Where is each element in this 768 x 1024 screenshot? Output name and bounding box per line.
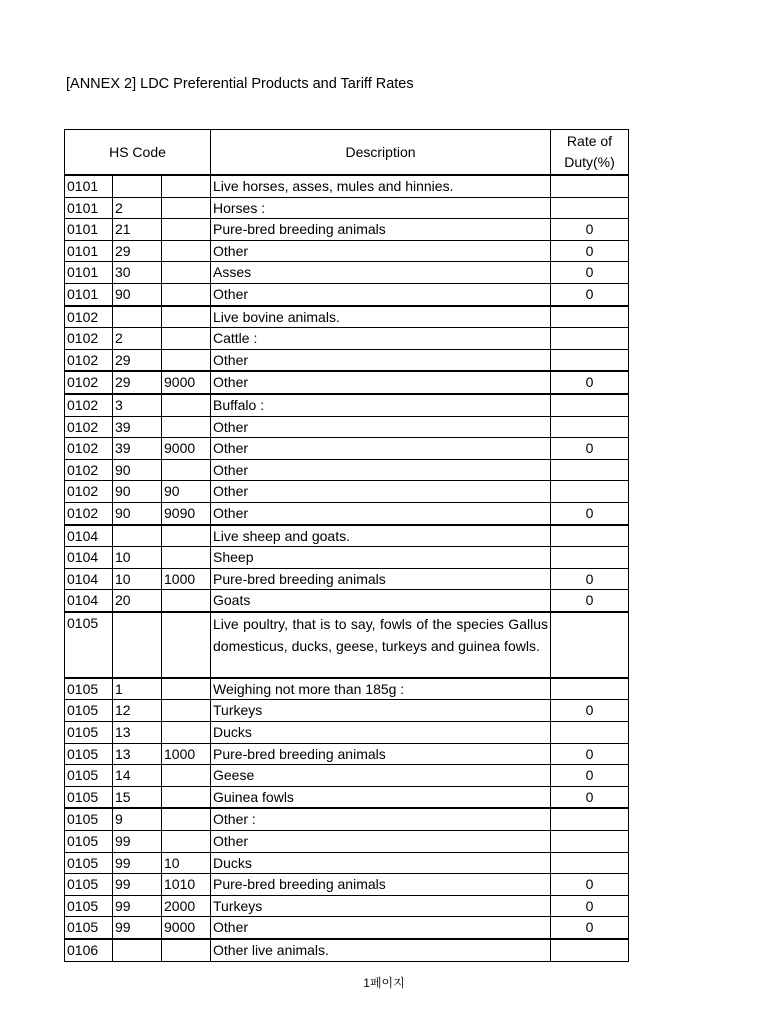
- hs-heading-cell: 0105: [65, 808, 113, 830]
- hs-heading-cell: 0102: [65, 502, 113, 524]
- table-row: [65, 765, 629, 787]
- table-row: [65, 459, 629, 481]
- hs-extension-cell: 2000: [162, 895, 211, 917]
- hs-heading-cell: 0101: [65, 197, 113, 219]
- description-cell: Live poultry, that is to say, fowls of the species Gallus domesticus, ducks, geese, turkeys and guinea fowls.: [211, 612, 551, 678]
- hs-heading-cell: 0106: [65, 939, 113, 961]
- hs-heading-cell: 0101: [65, 219, 113, 241]
- rate-cell: [551, 808, 629, 830]
- table-row: [65, 262, 629, 284]
- rate-cell: [551, 306, 629, 328]
- header-hs-code: HS Code: [65, 130, 211, 176]
- description-cell: Other: [211, 416, 551, 438]
- hs-extension-cell: 9090: [162, 502, 211, 524]
- table-row: [65, 502, 629, 524]
- table-row: [65, 568, 629, 590]
- hs-subheading-cell: [113, 939, 162, 961]
- hs-heading-cell: 0102: [65, 438, 113, 460]
- hs-subheading-cell: 29: [113, 349, 162, 371]
- hs-subheading-cell: 90: [113, 283, 162, 305]
- table-row: [65, 547, 629, 569]
- hs-heading-cell: 0102: [65, 481, 113, 503]
- hs-heading-cell: 0102: [65, 306, 113, 328]
- hs-heading-cell: 0101: [65, 283, 113, 305]
- hs-subheading-cell: [113, 612, 162, 678]
- hs-extension-cell: 9000: [162, 438, 211, 460]
- hs-extension-cell: [162, 219, 211, 241]
- table-row: [65, 349, 629, 371]
- hs-extension-cell: [162, 831, 211, 853]
- rate-cell: [551, 831, 629, 853]
- hs-heading-cell: 0105: [65, 722, 113, 744]
- rate-cell: [551, 547, 629, 569]
- hs-heading-cell: 0104: [65, 547, 113, 569]
- hs-extension-cell: [162, 197, 211, 219]
- table-row: [65, 917, 629, 939]
- description-cell: Ducks: [211, 852, 551, 874]
- table-row: [65, 197, 629, 219]
- hs-subheading-cell: [113, 525, 162, 547]
- hs-subheading-cell: 2: [113, 328, 162, 350]
- rate-cell: [551, 328, 629, 350]
- table-row: [65, 438, 629, 460]
- hs-subheading-cell: 39: [113, 438, 162, 460]
- hs-subheading-cell: [113, 306, 162, 328]
- hs-subheading-cell: 13: [113, 743, 162, 765]
- table-row: [65, 328, 629, 350]
- hs-subheading-cell: 90: [113, 481, 162, 503]
- description-cell: Cattle :: [211, 328, 551, 350]
- description-cell: Pure-bred breeding animals: [211, 874, 551, 896]
- table-row: [65, 306, 629, 328]
- description-cell: Other :: [211, 808, 551, 830]
- description-cell: Goats: [211, 590, 551, 612]
- hs-subheading-cell: [113, 175, 162, 197]
- rate-cell: 0: [551, 895, 629, 917]
- hs-extension-cell: [162, 349, 211, 371]
- rate-cell: [551, 416, 629, 438]
- description-cell: Pure-bred breeding animals: [211, 219, 551, 241]
- hs-subheading-cell: 9: [113, 808, 162, 830]
- hs-heading-cell: 0105: [65, 678, 113, 700]
- hs-heading-cell: 0104: [65, 568, 113, 590]
- description-cell: Ducks: [211, 722, 551, 744]
- table-row: [65, 895, 629, 917]
- description-cell: Live horses, asses, mules and hinnies.: [211, 175, 551, 197]
- hs-extension-cell: [162, 700, 211, 722]
- table-row: [65, 808, 629, 830]
- hs-subheading-cell: 90: [113, 459, 162, 481]
- hs-extension-cell: 10: [162, 852, 211, 874]
- hs-extension-cell: [162, 262, 211, 284]
- table-row: [65, 525, 629, 547]
- hs-subheading-cell: 3: [113, 394, 162, 416]
- description-cell: Other: [211, 459, 551, 481]
- description-cell: Other: [211, 349, 551, 371]
- hs-heading-cell: 0105: [65, 831, 113, 853]
- hs-extension-cell: 9000: [162, 371, 211, 394]
- description-cell: Live bovine animals.: [211, 306, 551, 328]
- hs-extension-cell: [162, 678, 211, 700]
- table-row: [65, 786, 629, 808]
- hs-heading-cell: 0105: [65, 874, 113, 896]
- hs-subheading-cell: 14: [113, 765, 162, 787]
- description-cell: Sheep: [211, 547, 551, 569]
- hs-extension-cell: [162, 175, 211, 197]
- description-cell: Weighing not more than 185g :: [211, 678, 551, 700]
- hs-heading-cell: 0102: [65, 349, 113, 371]
- hs-extension-cell: [162, 328, 211, 350]
- rate-cell: [551, 852, 629, 874]
- hs-extension-cell: [162, 306, 211, 328]
- hs-heading-cell: 0105: [65, 612, 113, 678]
- document-title: [ANNEX 2] LDC Preferential Products and Tariff Rates: [66, 76, 414, 92]
- hs-heading-cell: 0101: [65, 262, 113, 284]
- hs-extension-cell: 1000: [162, 568, 211, 590]
- table-header-row: [65, 130, 629, 176]
- hs-extension-cell: [162, 590, 211, 612]
- rate-cell: [551, 481, 629, 503]
- hs-heading-cell: 0105: [65, 786, 113, 808]
- rate-cell: 0: [551, 590, 629, 612]
- hs-extension-cell: 90: [162, 481, 211, 503]
- rate-cell: [551, 459, 629, 481]
- description-cell: Geese: [211, 765, 551, 787]
- header-rate-of-duty: Rate of Duty(%): [551, 130, 629, 176]
- table-row: [65, 394, 629, 416]
- hs-subheading-cell: 99: [113, 831, 162, 853]
- description-cell: Live sheep and goats.: [211, 525, 551, 547]
- hs-extension-cell: 9000: [162, 917, 211, 939]
- description-cell: Other: [211, 917, 551, 939]
- header-description: Description: [211, 130, 551, 176]
- hs-extension-cell: [162, 283, 211, 305]
- tariff-table-body: [65, 175, 629, 961]
- description-cell: Guinea fowls: [211, 786, 551, 808]
- hs-extension-cell: [162, 459, 211, 481]
- description-cell: Turkeys: [211, 895, 551, 917]
- rate-cell: 0: [551, 219, 629, 241]
- rate-cell: 0: [551, 262, 629, 284]
- hs-subheading-cell: 12: [113, 700, 162, 722]
- hs-extension-cell: [162, 808, 211, 830]
- table-row: [65, 700, 629, 722]
- rate-cell: 0: [551, 700, 629, 722]
- description-cell: Horses :: [211, 197, 551, 219]
- hs-subheading-cell: 10: [113, 547, 162, 569]
- rate-cell: 0: [551, 283, 629, 305]
- hs-extension-cell: [162, 416, 211, 438]
- rate-cell: [551, 394, 629, 416]
- hs-heading-cell: 0101: [65, 175, 113, 197]
- hs-heading-cell: 0105: [65, 917, 113, 939]
- page-number: 1페이지: [363, 976, 405, 990]
- tariff-table: [64, 129, 629, 962]
- rate-cell: 0: [551, 438, 629, 460]
- description-cell: Buffalo :: [211, 394, 551, 416]
- description-cell: Other: [211, 438, 551, 460]
- hs-heading-cell: 0102: [65, 416, 113, 438]
- hs-subheading-cell: 90: [113, 502, 162, 524]
- table-row: [65, 831, 629, 853]
- hs-heading-cell: 0102: [65, 328, 113, 350]
- rate-cell: 0: [551, 568, 629, 590]
- hs-subheading-cell: 15: [113, 786, 162, 808]
- table-row: [65, 722, 629, 744]
- table-row: [65, 874, 629, 896]
- rate-cell: [551, 349, 629, 371]
- hs-heading-cell: 0104: [65, 590, 113, 612]
- hs-subheading-cell: 20: [113, 590, 162, 612]
- hs-extension-cell: [162, 765, 211, 787]
- description-cell: Other: [211, 831, 551, 853]
- hs-subheading-cell: 99: [113, 852, 162, 874]
- table-row: [65, 240, 629, 262]
- rate-cell: 0: [551, 371, 629, 394]
- hs-extension-cell: [162, 939, 211, 961]
- hs-subheading-cell: 99: [113, 917, 162, 939]
- description-cell: Turkeys: [211, 700, 551, 722]
- hs-subheading-cell: 21: [113, 219, 162, 241]
- table-row: [65, 283, 629, 305]
- hs-subheading-cell: 99: [113, 895, 162, 917]
- rate-cell: [551, 612, 629, 678]
- rate-cell: [551, 197, 629, 219]
- hs-extension-cell: [162, 547, 211, 569]
- hs-heading-cell: 0101: [65, 240, 113, 262]
- hs-heading-cell: 0105: [65, 895, 113, 917]
- description-cell: Other live animals.: [211, 939, 551, 961]
- hs-heading-cell: 0105: [65, 852, 113, 874]
- description-cell: Pure-bred breeding animals: [211, 568, 551, 590]
- hs-subheading-cell: 99: [113, 874, 162, 896]
- description-cell: Other: [211, 371, 551, 394]
- table-row: [65, 612, 629, 678]
- description-cell: Other: [211, 481, 551, 503]
- hs-heading-cell: 0102: [65, 371, 113, 394]
- rate-cell: 0: [551, 874, 629, 896]
- table-row: [65, 678, 629, 700]
- rate-cell: 0: [551, 765, 629, 787]
- hs-subheading-cell: 29: [113, 371, 162, 394]
- hs-heading-cell: 0105: [65, 743, 113, 765]
- hs-extension-cell: [162, 786, 211, 808]
- description-cell: Pure-bred breeding animals: [211, 743, 551, 765]
- table-row: [65, 175, 629, 197]
- description-cell: Other: [211, 240, 551, 262]
- hs-heading-cell: 0102: [65, 394, 113, 416]
- hs-extension-cell: [162, 394, 211, 416]
- hs-extension-cell: 1000: [162, 743, 211, 765]
- description-cell: Asses: [211, 262, 551, 284]
- hs-subheading-cell: 30: [113, 262, 162, 284]
- hs-subheading-cell: 1: [113, 678, 162, 700]
- hs-heading-cell: 0105: [65, 765, 113, 787]
- description-cell: Other: [211, 283, 551, 305]
- rate-cell: [551, 939, 629, 961]
- hs-subheading-cell: 13: [113, 722, 162, 744]
- hs-subheading-cell: 2: [113, 197, 162, 219]
- description-cell: Other: [211, 502, 551, 524]
- hs-extension-cell: [162, 240, 211, 262]
- hs-subheading-cell: 29: [113, 240, 162, 262]
- table-row: [65, 852, 629, 874]
- hs-extension-cell: [162, 612, 211, 678]
- hs-extension-cell: [162, 722, 211, 744]
- hs-subheading-cell: 10: [113, 568, 162, 590]
- rate-cell: [551, 678, 629, 700]
- rate-cell: 0: [551, 240, 629, 262]
- rate-cell: 0: [551, 786, 629, 808]
- table-row: [65, 219, 629, 241]
- table-row: [65, 939, 629, 961]
- rate-cell: 0: [551, 743, 629, 765]
- rate-cell: 0: [551, 917, 629, 939]
- hs-heading-cell: 0102: [65, 459, 113, 481]
- rate-cell: [551, 525, 629, 547]
- hs-extension-cell: 1010: [162, 874, 211, 896]
- table-row: [65, 416, 629, 438]
- hs-extension-cell: [162, 525, 211, 547]
- table-row: [65, 371, 629, 394]
- table-row: [65, 743, 629, 765]
- rate-cell: 0: [551, 502, 629, 524]
- hs-heading-cell: 0104: [65, 525, 113, 547]
- hs-subheading-cell: 39: [113, 416, 162, 438]
- table-row: [65, 481, 629, 503]
- rate-cell: [551, 722, 629, 744]
- rate-cell: [551, 175, 629, 197]
- hs-heading-cell: 0105: [65, 700, 113, 722]
- table-row: [65, 590, 629, 612]
